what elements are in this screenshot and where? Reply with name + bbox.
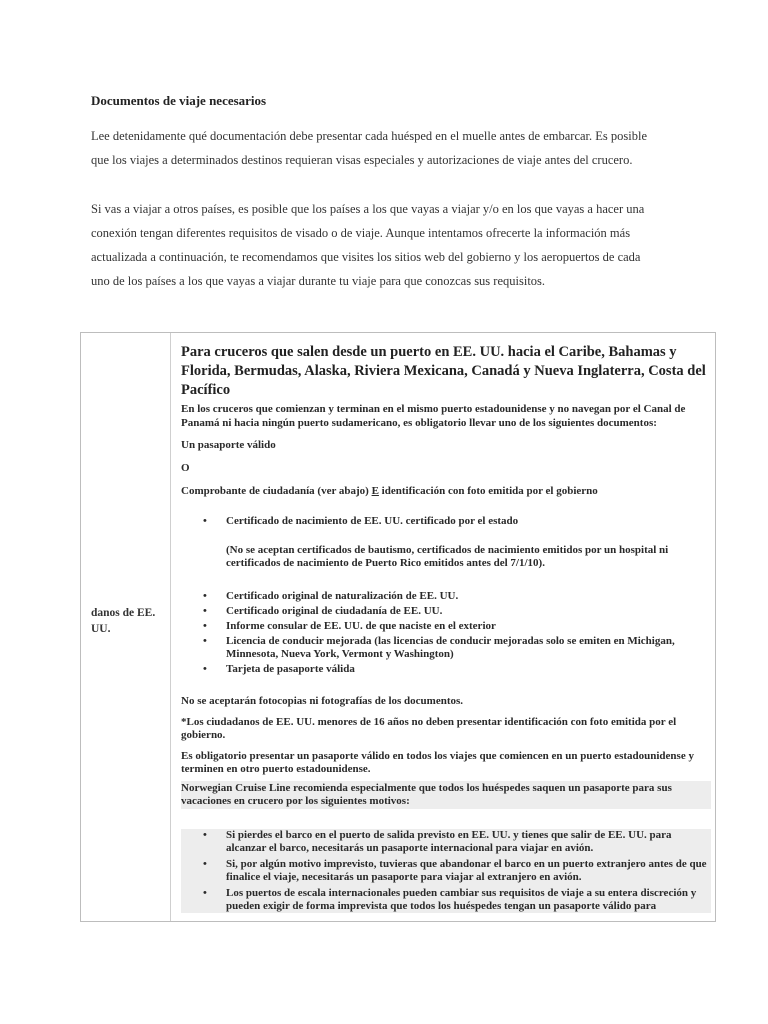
list-item	[181, 829, 711, 855]
valid-passport-notice: Es obligatorio presentar un pasaporte válido en todos los viajes que comiencen en un puerto estadounidense y terminen en otro puerto estadounidense.	[181, 750, 694, 775]
list-item	[181, 605, 711, 618]
bullet: •	[203, 829, 207, 841]
requirements-table	[80, 332, 716, 922]
passport-reasons-list	[181, 829, 711, 913]
paragraph-line: conexión tengan diferentes requisitos de visado o de viaje. Aunque intentamos ofrecerte la información más	[91, 226, 631, 240]
proof-text-after: identificación con foto emitida por el gobierno	[378, 485, 598, 497]
bullet: •	[203, 663, 207, 675]
section-heading: Documentos de viaje necesarios	[91, 93, 267, 108]
list-item-text: Certificado original de naturalización de EE. UU.	[226, 590, 459, 602]
list-item	[181, 887, 711, 913]
list-item	[181, 858, 711, 884]
list-item-text: Licencia de conducir mejorada (las licencias de conducir mejoradas solo se emiten en Michigan, Minnesota, Nueva York, Vermont y Washington)	[226, 635, 675, 660]
or-separator: O	[181, 462, 190, 474]
list-item	[181, 635, 711, 661]
list-item	[181, 590, 711, 603]
bullet: •	[203, 858, 207, 870]
list-item-text: Informe consular de EE. UU. de que naciste en el exterior	[226, 620, 496, 632]
list-item	[181, 620, 711, 633]
paragraph-line: actualizada a continuación, te recomendamos que visites los sitios web del gobierno y los aeropuertos de cada	[91, 250, 641, 264]
citizens-label: danos de EE. UU.	[91, 607, 156, 635]
list-item-text: Tarjeta de pasaporte válida	[226, 663, 355, 675]
bullet: •	[203, 620, 207, 632]
list-item-text: Certificado original de ciudadanía de EE. UU.	[226, 605, 443, 617]
no-photocopies-notice: No se aceptarán fotocopias ni fotografías de los documentos.	[181, 695, 464, 707]
paragraph-line: que los viajes a determinados destinos requieran visas especiales y autorizaciones de viaje antes del crucero.	[91, 153, 633, 167]
paragraph-line: Si vas a viajar a otros países, es posible que los países a los que vayas a viajar y/o en los que vayas a hacer una	[91, 202, 645, 216]
table-right-cell	[181, 343, 711, 913]
table-left-cell	[81, 333, 171, 921]
list-item-text: Si, por algún motivo imprevisto, tuvieras que abandonar el barco en un puerto extranjero antes de que finalice el viaje, necesitarás un pasaporte para viajar al extranjero en avión.	[226, 858, 707, 883]
proof-and: E	[371, 485, 379, 497]
documents-list	[181, 590, 711, 676]
birth-certificate-note: (No se aceptan certificados de bautismo, certificados de nacimiento emitidos por un hospital ni certificados de nacimiento de Puerto Rico emitidos antes del 7/1/10).	[226, 544, 669, 569]
list-item-text: Certificado de nacimiento de EE. UU. certificado por el estado	[226, 515, 519, 527]
bullet: •	[203, 515, 207, 527]
intro-paragraph	[91, 124, 691, 172]
birth-certificate-list	[181, 515, 711, 528]
visa-paragraph	[91, 197, 691, 293]
cruise-title: Para cruceros que salen desde un puerto en EE. UU. hacia el Caribe, Bahamas y Florida, Bermudas, Alaska, Riviera Mexicana, Canadá y Nueva Inglaterra, Costa del Pacífico	[181, 344, 706, 398]
paragraph-line: Lee detenidamente qué documentación debe presentar cada huésped en el muelle antes de embarcar. Es posible	[91, 129, 648, 143]
list-item	[181, 515, 711, 528]
citizenship-proof	[181, 485, 711, 498]
paragraph-line: uno de los países a los que vayas a viajar durante tu viaje para que conozcas sus requisitos.	[91, 274, 546, 288]
list-item-text: Los puertos de escala internacionales pueden cambiar sus requisitos de viaje a su entera discreción y pueden exigir de forma imprevista que todos los huéspedes tengan un pasaporte válido para	[226, 887, 697, 912]
proof-text-before: Comprobante de ciudadanía (ver abajo)	[181, 485, 372, 497]
bullet: •	[203, 590, 207, 602]
list-item	[181, 663, 711, 676]
bullet: •	[203, 635, 207, 647]
ncl-recommendation: Norwegian Cruise Line recomienda especialmente que todos los huéspedes saquen un pasaporte para sus vacaciones en crucero por los siguientes motivos:	[181, 781, 711, 809]
bullet: •	[203, 605, 207, 617]
list-item-text: Si pierdes el barco en el puerto de salida previsto en EE. UU. y tienes que salir de EE. UU. para alcanzar el barco, necesitarás un pasaporte internacional para viajar en avión.	[226, 829, 672, 854]
cruise-intro: En los cruceros que comienzan y terminan en el mismo puerto estadounidense y no navegan por el Canal de Panamá ni hacia ningún puerto sudamericano, es obligatorio llevar uno de los siguientes documentos:	[181, 403, 686, 429]
minors-notice: *Los ciudadanos de EE. UU. menores de 16 años no deben presentar identificación con foto emitida por el gobierno.	[181, 716, 677, 741]
passport-option: Un pasaporte válido	[181, 439, 276, 451]
bullet: •	[203, 887, 207, 899]
